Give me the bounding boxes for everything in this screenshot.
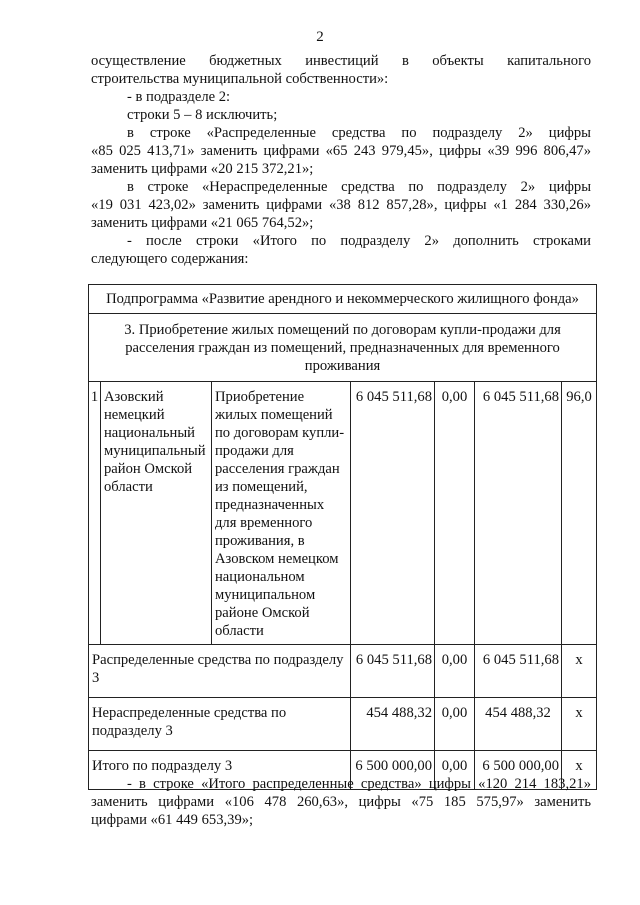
text-line: строительства муниципальной собственности»: [91,71,389,87]
total-mark: х [562,751,597,790]
text-line: - в подразделе 2: [127,89,231,105]
text-line: цифрами «61 449 653,39»; [91,812,254,828]
table-row-subsection [89,314,597,382]
amendment-table [88,284,597,790]
amount-cell-2: 0,00 [435,382,475,645]
distributed-label: Распределенные средства по подразделу 3 [89,645,351,698]
total-amount-2: 0,00 [435,751,475,790]
amount-cell-3: 6 045 511,68 [475,382,562,645]
total-amount-3: 6 500 000,00 [475,751,562,790]
undistributed-mark: х [562,698,597,751]
purpose-cell: Приобретение жилых помещений по договорам купли-продажи для расселения граждан из помещений, предназначенных для временного проживания, в Азовском немецком национальном муниципальном районе Омской области [212,382,351,645]
text-line: - после строки «Итого по подразделу 2» дополнить строками [127,233,591,249]
subprogram-header: Подпрограмма «Развитие арендного и некоммерческого жилищного фонда» [89,285,597,314]
text-line: в строке «Нераспределенные средства по подразделу 2» цифры [127,179,591,195]
text-line: «19 031 423,02» заменить цифрами «38 812 857,28», цифры «1 284 330,26» [91,197,591,213]
text-line: осуществление бюджетных инвестиций в объекты капитального [91,53,591,69]
text-line: заменить цифрами «20 215 372,21»; [91,161,314,177]
undistributed-amount-3: 454 488,32 [475,698,562,751]
text-line: заменить цифрами «106 478 260,63», цифры «75 185 575,97» заменить [91,794,591,810]
recipient-cell: Азовский немецкий национальный муниципальный район Омской области [101,382,212,645]
distributed-amount-3: 6 045 511,68 [475,645,562,698]
table-row-distributed [89,645,597,698]
text-line: в строке «Распределенные средства по подразделу 2» цифры [127,125,591,141]
distributed-mark: х [562,645,597,698]
undistributed-amount-1: 454 488,32 [351,698,435,751]
distributed-amount-2: 0,00 [435,645,475,698]
distributed-amount-1: 6 045 511,68 [351,645,435,698]
text-line: заменить цифрами «21 065 764,52»; [91,215,314,231]
text-line: следующего содержания: [91,251,249,267]
subsection-header: 3. Приобретение жилых помещений по договорам купли-продажи для расселения граждан из помещений, предназначенных для временного проживания [89,314,597,382]
total-label: Итого по подразделу 3 [89,751,351,790]
amount-cell-1: 6 045 511,68 [351,382,435,645]
text-line: - в строке «Итого распределенные средства» цифры «120 214 183,21» [127,776,591,792]
undistributed-label: Нераспределенные средства по подразделу 3 [89,698,351,751]
closing-text-block [91,775,591,829]
table-row-subprogram [89,285,597,314]
undistributed-amount-2: 0,00 [435,698,475,751]
text-line: строки 5 – 8 исключить; [127,107,278,123]
percent-cell: 96,0 [562,382,597,645]
row-number: 1 [89,382,101,645]
table-row-undistributed [89,698,597,751]
table-row [89,382,597,645]
page-number: 2 [316,29,324,45]
text-line: «85 025 413,71» заменить цифрами «65 243 979,45», цифры «39 996 806,47» [91,143,591,159]
intro-text-block [91,52,591,268]
total-amount-1: 6 500 000,00 [351,751,435,790]
